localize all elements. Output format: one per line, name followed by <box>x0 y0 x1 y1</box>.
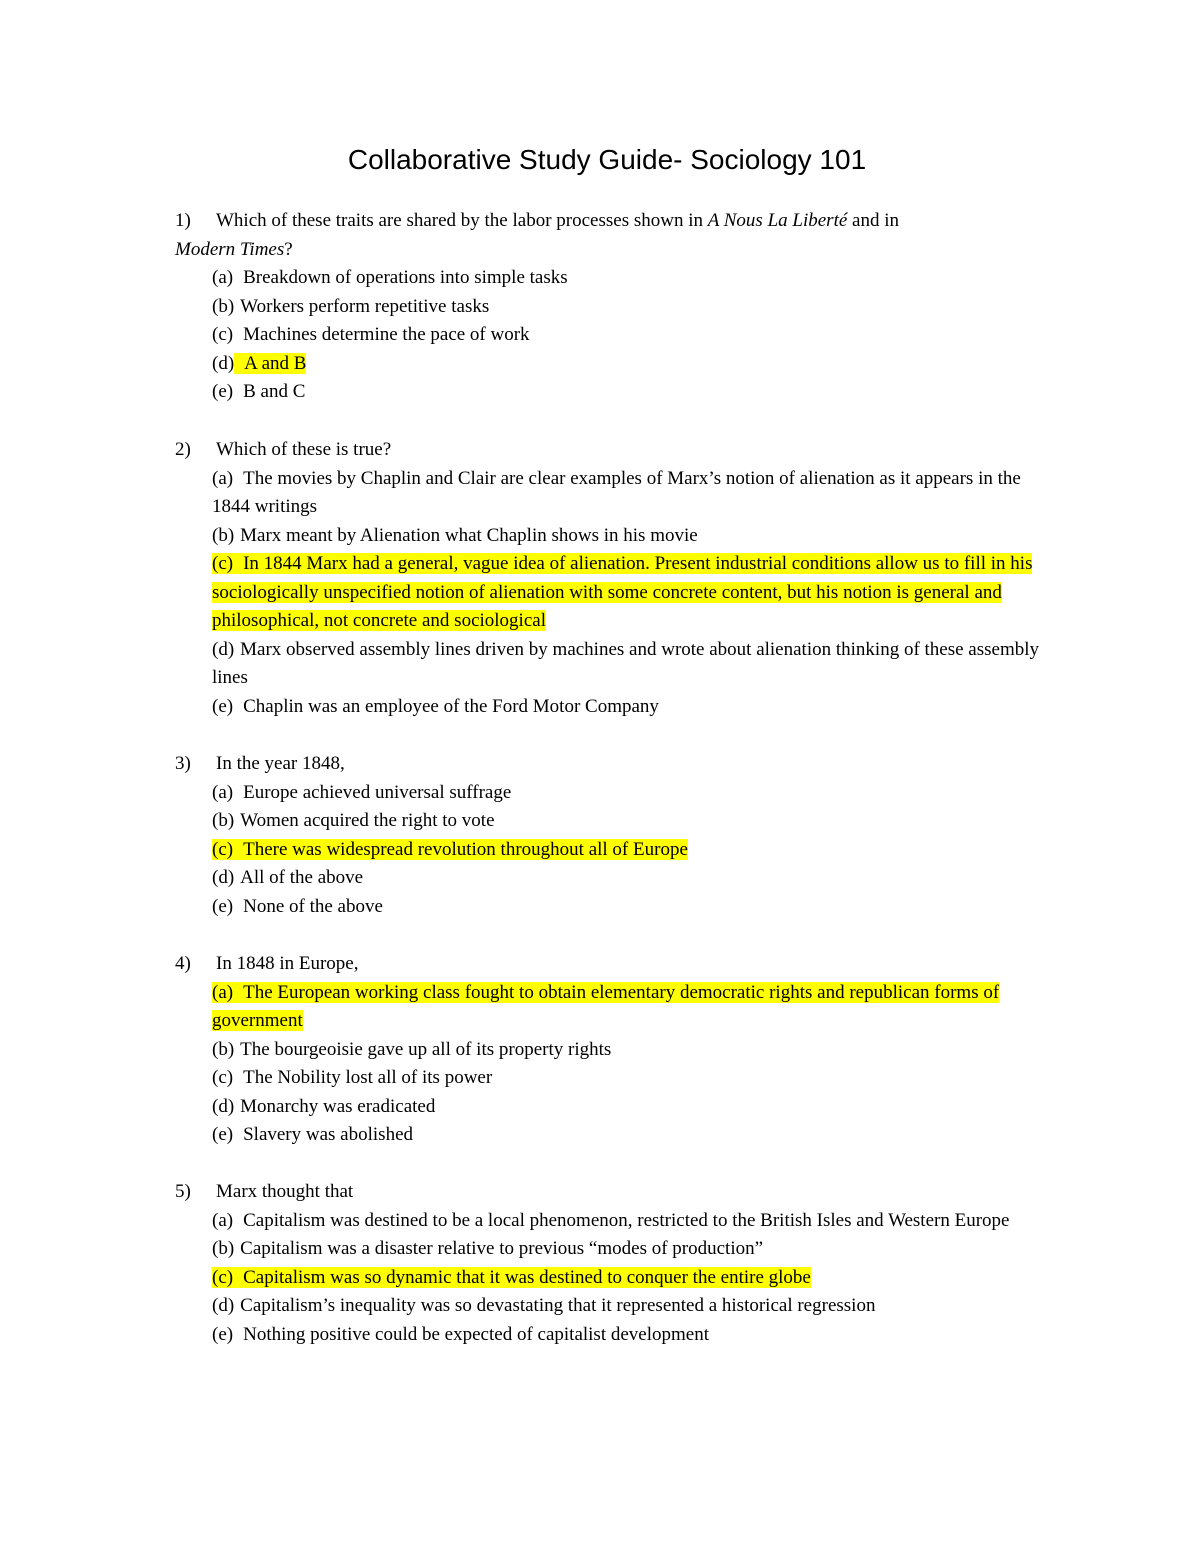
question-4 <box>175 950 1075 1150</box>
answer-option <box>212 1064 1062 1093</box>
option-text: Chaplin was an employee of the Ford Motor Company <box>243 695 659 717</box>
option-letter: (c) <box>212 838 234 860</box>
option-letter: (e) <box>212 1323 234 1345</box>
answer-option <box>212 321 1062 350</box>
option-letter: (b) <box>212 1238 235 1259</box>
question-text: Which of these is true? <box>216 439 392 460</box>
option-text: Europe achieved universal suffrage <box>243 781 512 803</box>
option-letter: (c) <box>212 1067 234 1088</box>
option-text: A and B <box>244 352 307 374</box>
option-letter: (d) <box>212 638 235 660</box>
question-text: and in <box>847 210 899 231</box>
option-text: B and C <box>243 381 306 402</box>
question-5 <box>175 1178 1075 1349</box>
option-letter: (d) <box>212 867 235 888</box>
option-text: The bourgeoisie gave up all of its property rights <box>240 1038 612 1060</box>
option-letter: (d) <box>212 352 235 374</box>
answer-option <box>212 864 1062 893</box>
answer-option <box>212 378 1062 407</box>
answer-option <box>212 465 1062 522</box>
answer-option <box>212 636 1062 693</box>
answer-option <box>212 807 1062 836</box>
answer-option <box>212 779 1062 808</box>
option-letter: (b) <box>212 524 235 546</box>
question-text: ? <box>284 238 293 260</box>
option-text: Capitalism’s inequality was so devastating that it represented a historical regression <box>240 1295 876 1316</box>
option-letter: (a) <box>212 781 234 803</box>
option-letter: (b) <box>212 810 235 831</box>
option-letter: (a) <box>212 981 234 1003</box>
answer-option <box>212 1036 1062 1065</box>
answer-option-correct <box>212 550 1062 636</box>
option-text: Marx observed assembly lines driven by machines and wrote about alienation thinking of these assembly lines <box>212 638 1040 688</box>
answer-option <box>212 264 1062 293</box>
option-text: Capitalism was destined to be a local phenomenon, restricted to the British Isles and Western Europe <box>243 1209 1010 1231</box>
question-number: 3) <box>175 753 191 774</box>
option-letter: (d) <box>212 1295 235 1316</box>
option-text: None of the above <box>243 895 383 917</box>
answer-option <box>212 1292 1062 1321</box>
question-number: 5) <box>175 1181 191 1202</box>
answer-option <box>212 1207 1062 1236</box>
option-text: Women acquired the right to vote <box>240 810 495 831</box>
question-number: 1) <box>175 210 191 231</box>
film-title: Modern Times <box>175 238 285 260</box>
option-text: Slavery was abolished <box>243 1124 413 1145</box>
answer-option <box>212 1235 1062 1264</box>
answer-option-correct <box>212 836 1062 865</box>
option-text: All of the above <box>240 867 364 888</box>
question-number: 2) <box>175 439 191 460</box>
option-text: Nothing positive could be expected of capitalist development <box>243 1323 709 1345</box>
question-1 <box>175 207 1075 407</box>
answer-option <box>212 293 1062 322</box>
question-stem-continued <box>175 236 1075 265</box>
question-3 <box>175 750 1075 921</box>
option-text: Machines determine the pace of work <box>243 324 530 345</box>
option-letter: (a) <box>212 1209 234 1231</box>
option-letter: (c) <box>212 553 234 574</box>
option-text: Marx meant by Alienation what Chaplin shows in his movie <box>240 524 698 546</box>
option-letter: (e) <box>212 895 234 917</box>
option-letter: (e) <box>212 695 234 717</box>
option-text: Monarchy was eradicated <box>240 1095 436 1117</box>
option-letter: (e) <box>212 381 234 402</box>
option-text: Capitalism was so dynamic that it was destined to conquer the entire globe <box>243 1266 811 1288</box>
question-text: Which of these traits are shared by the labor processes shown in <box>216 210 708 231</box>
option-text: The Nobility lost all of its power <box>243 1067 493 1088</box>
option-letter: (c) <box>212 1266 234 1288</box>
question-stem <box>175 750 1075 779</box>
question-stem <box>175 1178 1075 1207</box>
question-text: Marx thought that <box>216 1181 354 1202</box>
option-letter: (b) <box>212 295 235 317</box>
answer-option-correct <box>212 1264 1062 1293</box>
question-stem <box>175 207 1075 236</box>
option-text: Workers perform repetitive tasks <box>240 295 490 317</box>
question-text: In 1848 in Europe, <box>216 953 359 974</box>
option-text: The movies by Chaplin and Clair are clear examples of Marx’s notion of alienation as it appears in the 1844 writings <box>212 467 1021 517</box>
question-number: 4) <box>175 953 191 974</box>
answer-option <box>212 1093 1062 1122</box>
option-letter: (e) <box>212 1124 234 1145</box>
option-letter: (b) <box>212 1038 235 1060</box>
answer-option <box>212 1321 1062 1350</box>
answer-option-correct <box>212 979 1062 1036</box>
page-title: Collaborative Study Guide- Sociology 101 <box>347 144 867 175</box>
answer-option <box>212 893 1062 922</box>
option-letter: (c) <box>212 324 234 345</box>
option-text: Capitalism was a disaster relative to previous “modes of production” <box>240 1238 764 1259</box>
answer-option <box>212 522 1062 551</box>
question-stem <box>175 950 1075 979</box>
option-letter: (a) <box>212 267 234 288</box>
answer-option-correct <box>212 350 1062 379</box>
question-stem <box>175 436 1075 465</box>
answer-option <box>212 693 1062 722</box>
option-text: There was widespread revolution throughout all of Europe <box>243 838 688 860</box>
film-title: A Nous La Liberté <box>707 210 848 231</box>
answer-option <box>212 1121 1062 1150</box>
option-letter: (d) <box>212 1095 235 1117</box>
option-text: The European working class fought to obtain elementary democratic rights and republican forms of government <box>212 981 1000 1031</box>
option-text: In 1844 Marx had a general, vague idea of alienation. Present industrial conditions allow us to fill in his sociologically unspecified notion of alienation with some concrete content, but his notion is general and philosophical, not concrete and sociological <box>212 553 1033 631</box>
option-letter: (a) <box>212 467 234 489</box>
option-text: Breakdown of operations into simple tasks <box>243 267 568 288</box>
question-text: In the year 1848, <box>216 753 345 774</box>
question-2 <box>175 436 1075 721</box>
